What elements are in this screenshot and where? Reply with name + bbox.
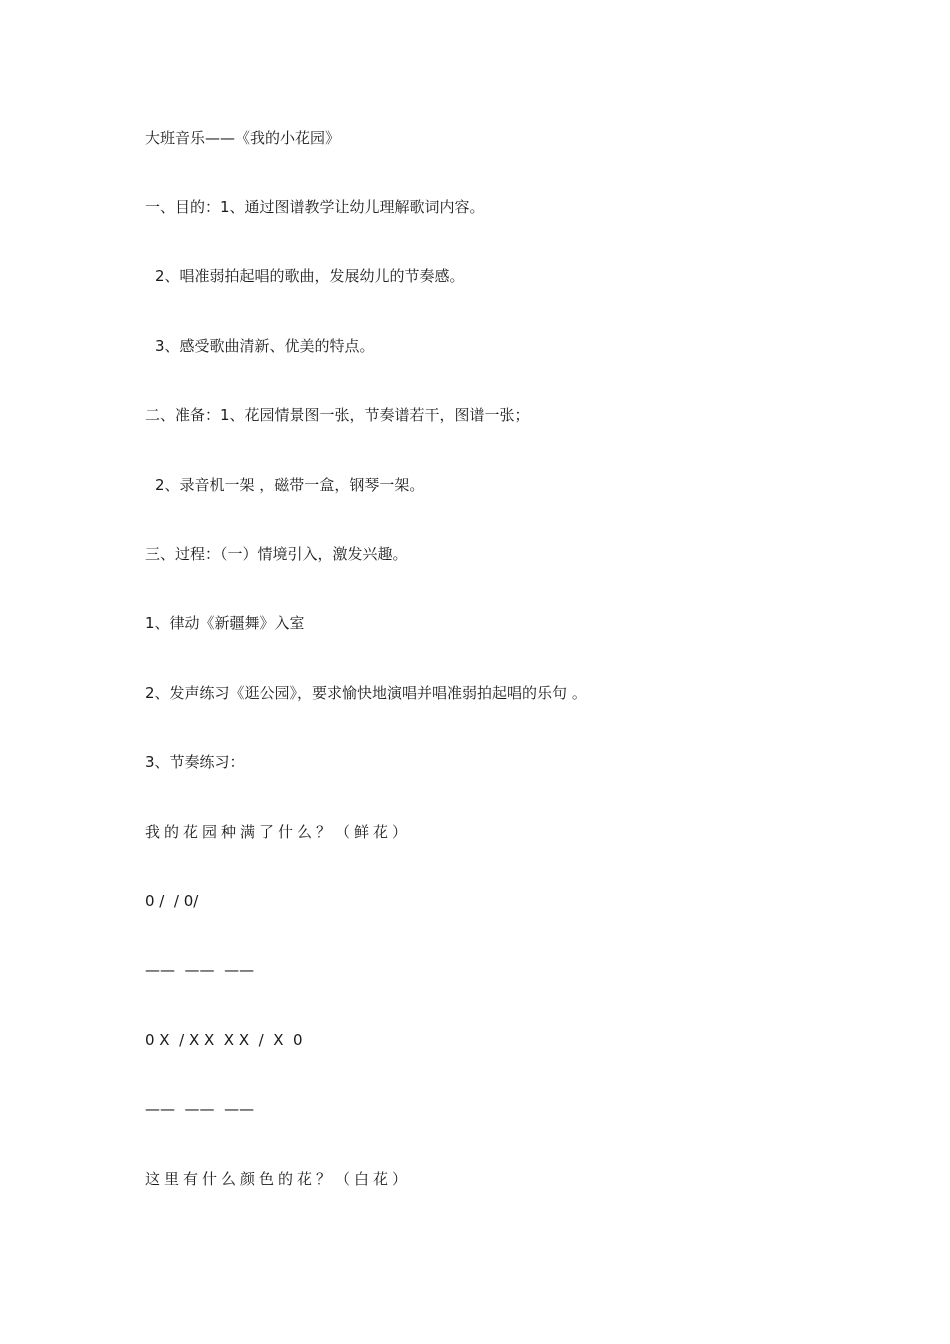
preparation-2: 2、录音机一架 ，磁带一盒，钢琴一架。 — [155, 476, 425, 494]
lyric-line-1: 我的花园种满了什么？（鲜花） — [145, 823, 412, 841]
rhythm-line-2: 0 X / X X X X / X 0 — [145, 1031, 303, 1049]
rhythm-line-1: 0 / / 0/ — [145, 892, 199, 910]
process-step-2: 2、发声练习《逛公园》，要求愉快地演唱并唱准弱拍起唱的乐句 。 — [145, 684, 587, 702]
objective-3: 3、感受歌曲清新、优美的特点。 — [155, 337, 375, 355]
objective-1: 一、目的：1、通过图谱教学让幼儿理解歌词内容。 — [145, 198, 485, 216]
preparation-1: 二、准备：1、花园情景图一张，节奏谱若干，图谱一张； — [145, 406, 530, 424]
process-step-3: 3、节奏练习： — [145, 753, 245, 771]
rhythm-underline-2: —— —— —— — [145, 1100, 255, 1118]
process-heading: 三、过程：（一）情境引入，激发兴趣。 — [145, 545, 408, 563]
process-step-1: 1、律动《新疆舞》入室 — [145, 614, 305, 632]
rhythm-underline-1: —— —— —— — [145, 961, 255, 979]
lyric-line-2: 这里有什么颜色的花？（白花） — [145, 1170, 412, 1188]
objective-2: 2、唱准弱拍起唱的歌曲，发展幼儿的节奏感。 — [155, 267, 465, 285]
document-title: 大班音乐——《我的小花园》 — [145, 129, 341, 147]
